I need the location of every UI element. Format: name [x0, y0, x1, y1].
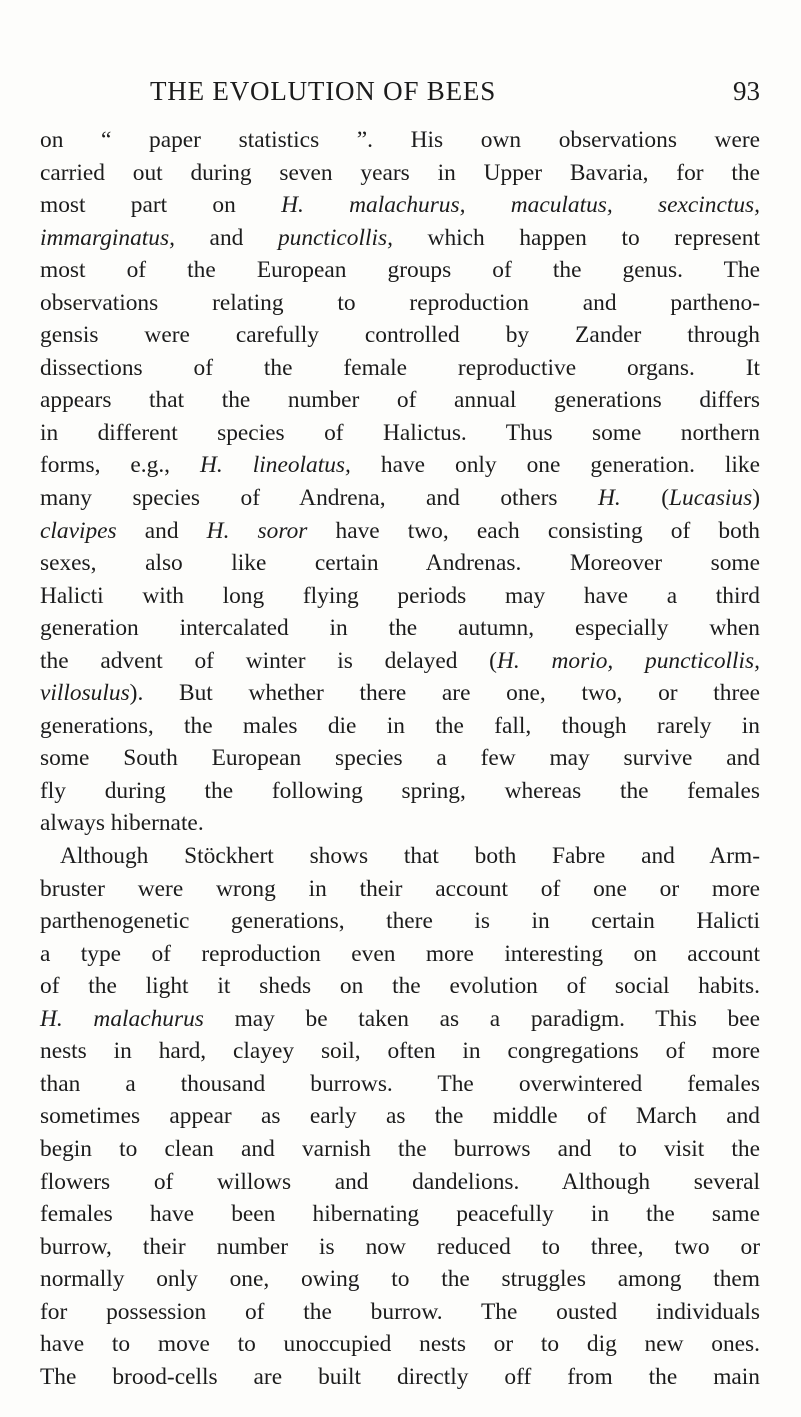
text-run: for possession of the burrow. The ousted individuals	[40, 1298, 760, 1325]
text-run: on “ paper statistics ”. His own observations were	[40, 127, 760, 153]
text-run: Although Stöckhert shows that both Fabre and Arm-	[60, 843, 760, 870]
text-run: females have been hibernating peacefully in the same	[40, 1201, 760, 1228]
text-line	[40, 1133, 760, 1166]
text-line	[40, 1361, 760, 1394]
text-line	[40, 1068, 760, 1101]
text-run: burrow, their number is now reduced to three, two or	[40, 1233, 760, 1260]
text-line	[40, 417, 760, 450]
text-run: forms, e.g.,	[40, 452, 201, 479]
text-run: in different species of Halictus. Thus some northern	[40, 419, 760, 446]
text-line	[40, 222, 760, 255]
text-run: bruster were wrong in their account of one or more	[40, 875, 760, 902]
text-run: observations relating to reproduction and partheno-	[40, 289, 760, 316]
text-line	[40, 1296, 760, 1329]
text-line	[40, 547, 760, 580]
text-run: than a thousand burrows. The overwintered females	[40, 1070, 760, 1097]
text-run: (	[620, 485, 670, 512]
italic-run: H. malachurus, maculatus, sexcinctus,	[281, 192, 761, 219]
italic-run: H. lineolatus,	[200, 452, 351, 479]
text-line	[40, 1263, 760, 1296]
text-run: generations, the males die in the fall, though rarely in	[40, 712, 760, 739]
text-run: ). But whether there are one, two, or three	[129, 680, 760, 707]
text-line	[40, 840, 760, 873]
text-line	[40, 645, 760, 678]
text-line	[40, 873, 760, 906]
text-line	[40, 1198, 760, 1231]
text-run: may be taken as a paradigm. This bee	[203, 1005, 761, 1032]
text-line	[40, 807, 760, 840]
text-line	[40, 677, 760, 710]
text-run: )	[752, 485, 761, 512]
text-line	[40, 384, 760, 417]
text-run: sometimes appear as early as the middle of March and	[40, 1103, 760, 1130]
text-run: have two, each consisting of both	[307, 517, 761, 544]
text-line	[40, 1328, 760, 1361]
italic-run: H. malachurus	[40, 1005, 204, 1032]
text-run: some South European species a few may survive and	[40, 745, 760, 772]
text-run: and	[116, 517, 207, 544]
text-run: generation intercalated in the autumn, especially when	[40, 615, 760, 642]
text-run: the advent of winter is delayed (	[40, 647, 497, 674]
text-run: have only one generation. like	[350, 452, 760, 479]
body-text	[40, 124, 760, 1393]
text-run: sexes, also like certain Andrenas. Moreover some	[40, 550, 760, 577]
text-run: carried out during seven years in Upper Bavaria, for the	[40, 159, 760, 186]
text-line	[40, 287, 760, 320]
italic-run: puncticollis,	[277, 224, 393, 251]
text-line	[40, 319, 760, 352]
text-run: parthenogenetic generations, there is in certain Halicti	[40, 908, 760, 935]
text-line	[40, 970, 760, 1003]
text-line	[40, 580, 760, 613]
text-run: nests in hard, clayey soil, often in congregations of more	[40, 1038, 760, 1065]
text-run: a type of reproduction even more interesting on account	[40, 940, 760, 967]
text-line	[40, 612, 760, 645]
italic-run: H. morio, puncticollis,	[496, 647, 761, 674]
text-run: flowers of willows and dandelions. Although several	[40, 1168, 760, 1195]
running-header	[40, 76, 760, 110]
text-run: gensis were carefully controlled by Zander through	[40, 322, 760, 349]
text-line	[40, 157, 760, 190]
text-line	[40, 710, 760, 743]
text-run: most of the European groups of the genus. The	[40, 257, 760, 284]
text-run: have to move to unoccupied nests or to dig new ones.	[40, 1331, 760, 1358]
text-line	[40, 775, 760, 808]
text-run: and	[174, 224, 278, 251]
text-line	[40, 1166, 760, 1199]
text-line	[40, 515, 760, 548]
text-line	[40, 1231, 760, 1264]
italic-run: villosulus	[40, 680, 130, 707]
text-run: begin to clean and varnish the burrows and to visit the	[40, 1135, 760, 1162]
text-line	[40, 905, 760, 938]
italic-run: H.	[597, 485, 621, 512]
text-line	[40, 1100, 760, 1133]
text-line	[40, 742, 760, 775]
running-title: THE EVOLUTION OF BEES	[150, 76, 497, 106]
italic-run: clavipes	[40, 517, 117, 544]
text-run: dissections of the female reproductive organs. It	[40, 354, 760, 381]
page-number: 93	[733, 76, 760, 106]
text-run: fly during the following spring, whereas the females	[40, 777, 760, 804]
text-line	[40, 1003, 760, 1036]
text-run: most part on	[40, 192, 282, 219]
text-line	[40, 124, 760, 157]
text-run: of the light it sheds on the evolution of social habits.	[40, 973, 760, 1000]
text-run: which happen to represent	[392, 224, 761, 251]
text-line	[40, 482, 760, 515]
text-run: The brood-cells are built directly off from the main	[40, 1363, 760, 1390]
text-line	[40, 189, 760, 222]
text-line	[40, 449, 760, 482]
text-line	[40, 352, 760, 385]
text-run: appears that the number of annual generations differs	[40, 387, 760, 414]
italic-run: immarginatus,	[40, 224, 175, 251]
text-run: many species of Andrena, and others	[40, 485, 598, 512]
text-line	[40, 254, 760, 287]
italic-run: H. soror	[206, 517, 308, 544]
text-run: Halicti with long flying periods may have a third	[40, 582, 760, 609]
italic-run: Lucasius	[669, 485, 753, 512]
text-line	[40, 938, 760, 971]
text-line	[40, 1035, 760, 1068]
text-run: always hibernate.	[40, 810, 204, 837]
text-run: normally only one, owing to the struggles among them	[40, 1266, 760, 1293]
